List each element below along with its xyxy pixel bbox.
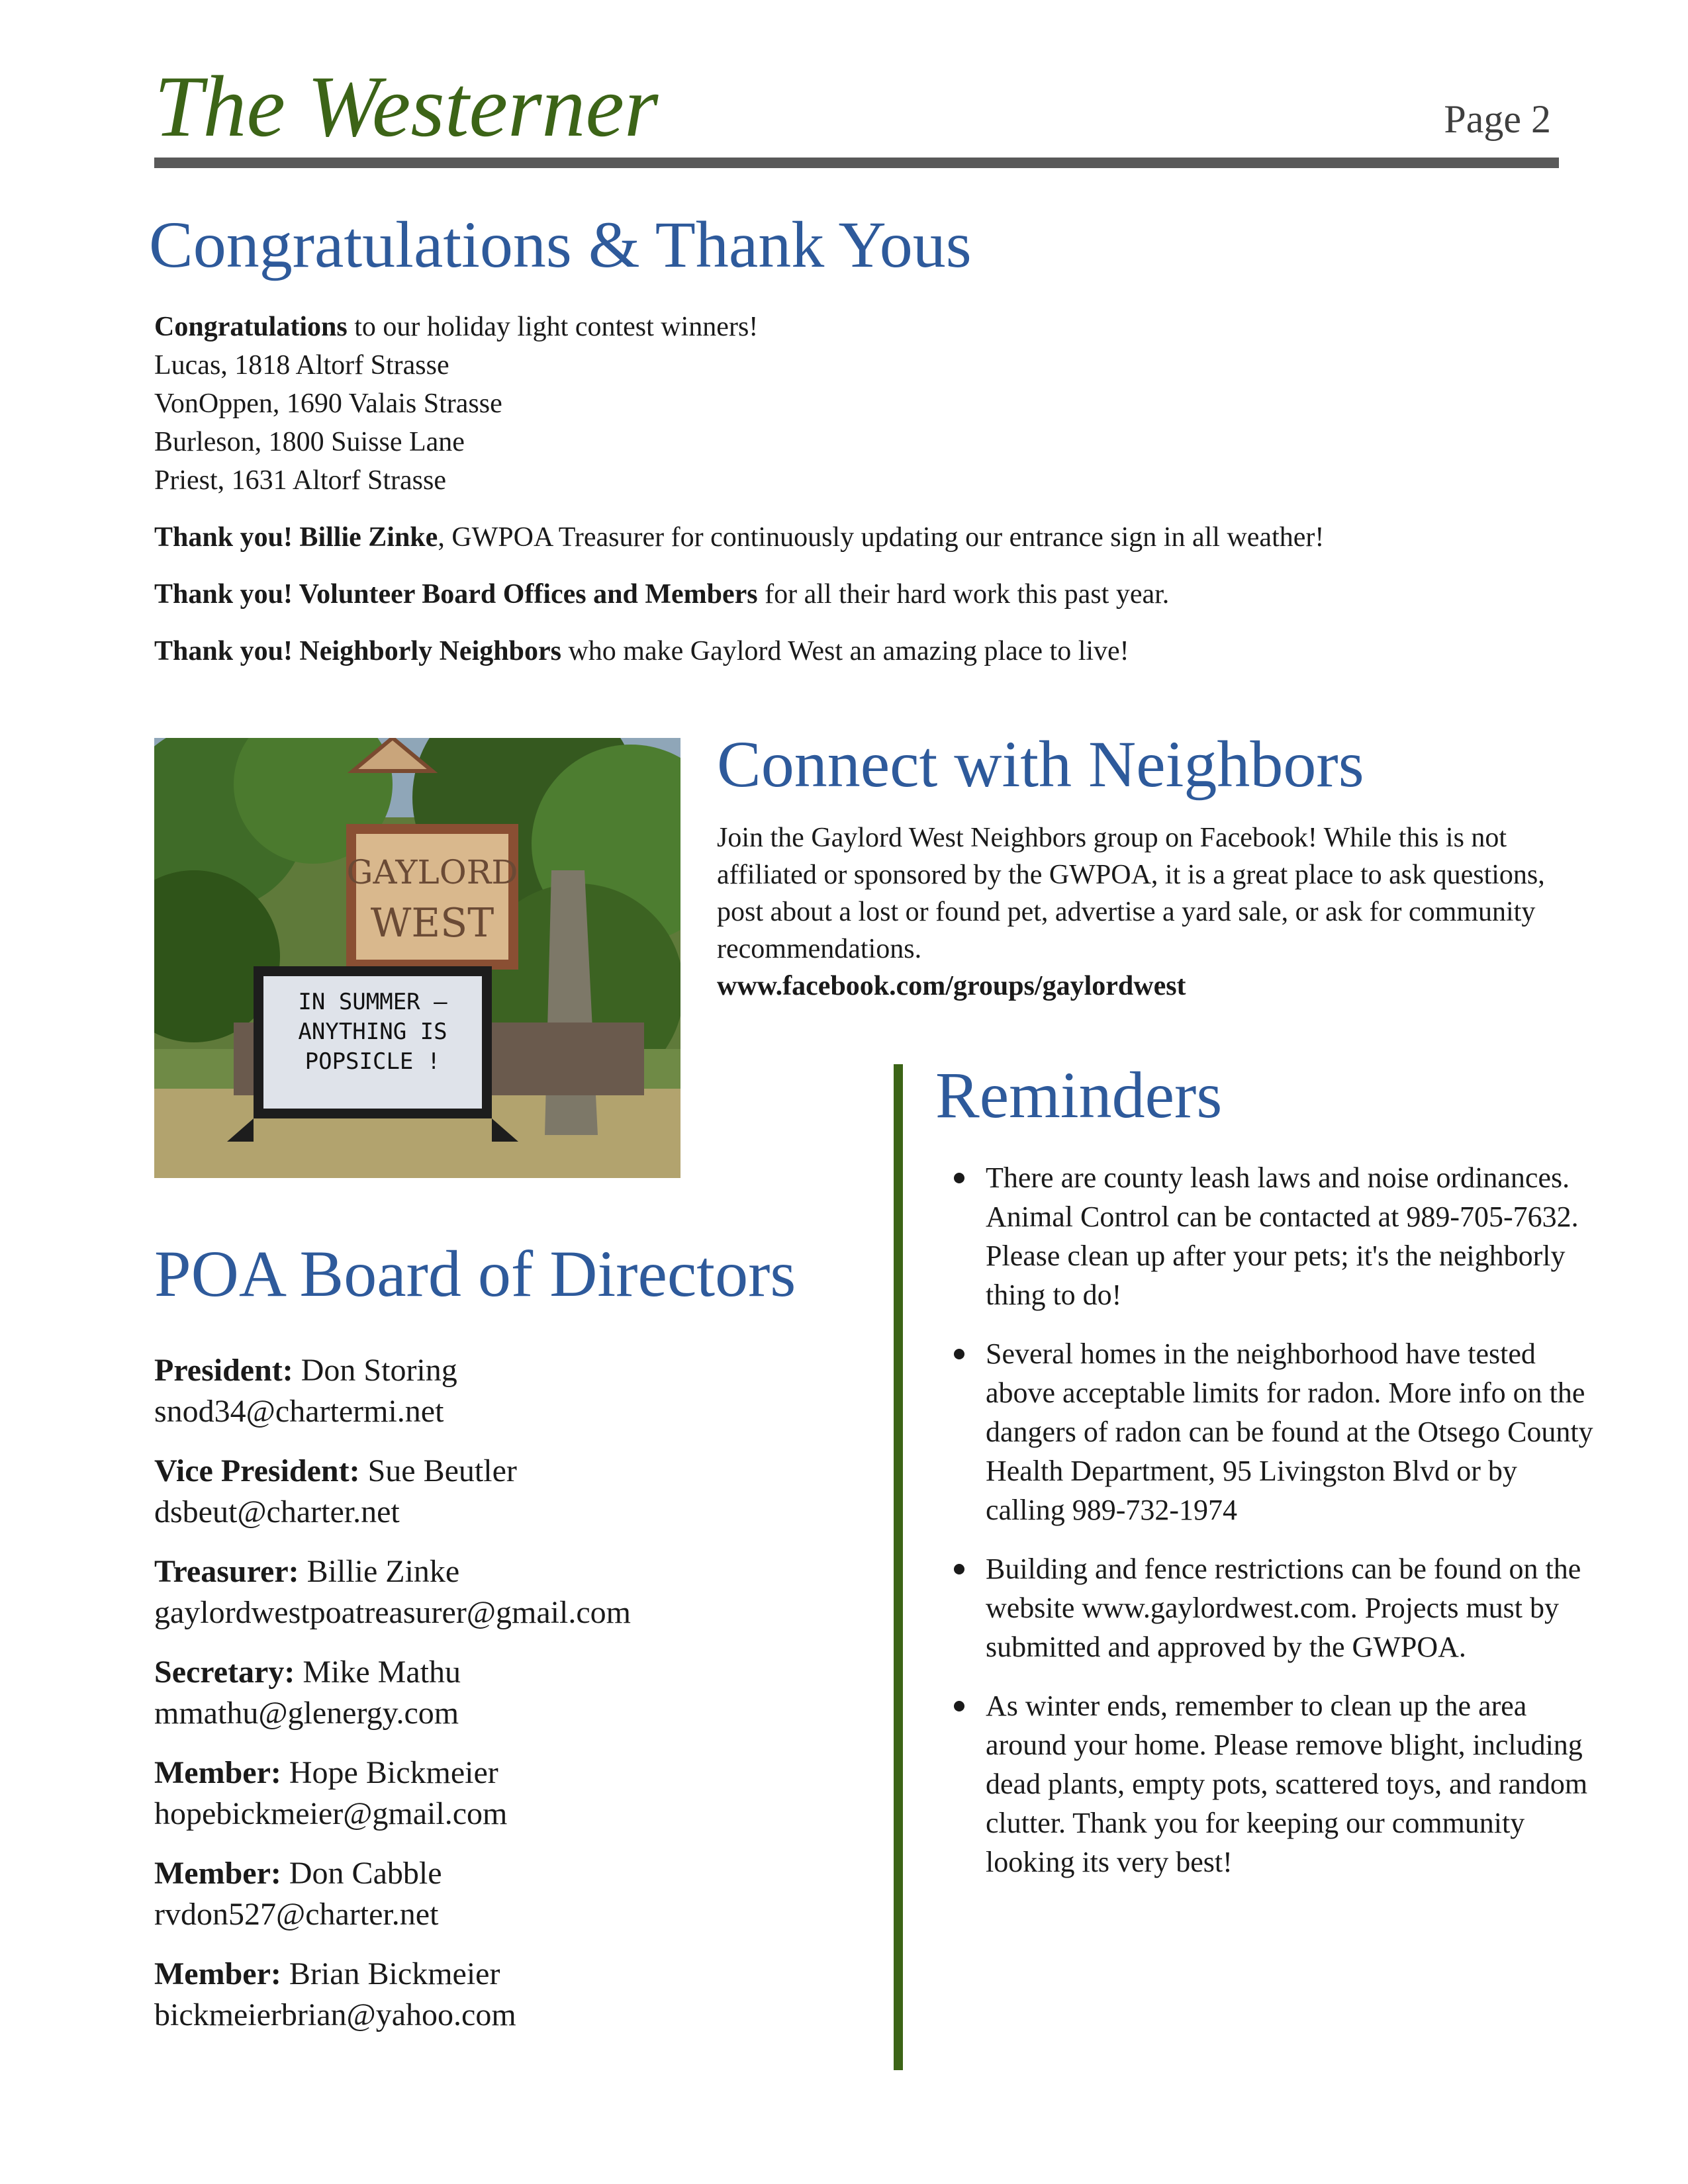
thank-you-text: , GWPOA Treasurer for continuously updating our entrance sign in all weather! <box>438 522 1325 553</box>
connect-body <box>717 819 1577 1005</box>
board-member <box>154 1752 869 1835</box>
member-name: Don Cabble <box>281 1856 442 1891</box>
sign-line-1: GAYLORD <box>346 853 518 891</box>
winner-item: VonOppen, 1690 Valais Strasse <box>154 388 502 419</box>
member-name: Hope Bickmeier <box>281 1755 498 1790</box>
reminder-text: Building and fence restrictions can be found on the website www.gaylordwest.com. Projects must by submitted and approved by the GWPOA. <box>986 1553 1581 1663</box>
thank-you-bold: Thank you! Volunteer Board Offices and Members <box>154 579 758 610</box>
column-divider <box>894 1064 903 2070</box>
reminder-text: As winter ends, remember to clean up the area around your home. Please remove blight, including dead plants, empty pots, scattered toys, and random clutter. Thank you for keeping our community looking its very best! <box>986 1690 1588 1878</box>
member-email[interactable]: gaylordwestpoatreasurer@gmail.com <box>154 1595 631 1630</box>
reminder-item <box>935 1158 1597 1314</box>
newsletter-title: The Westerner <box>154 58 659 155</box>
thank-you-text: who make Gaylord West an amazing place to live! <box>561 636 1129 666</box>
board-list <box>154 1350 869 2054</box>
bullet-icon <box>954 1701 964 1711</box>
member-role: Vice President: <box>154 1453 360 1488</box>
member-role: Member: <box>154 1956 281 1991</box>
member-email[interactable]: mmathu@glenergy.com <box>154 1696 459 1731</box>
member-email[interactable]: snod34@chartermi.net <box>154 1394 444 1429</box>
masthead-rule <box>154 158 1559 168</box>
thank-you-bold: Thank you! Billie Zinke <box>154 522 438 553</box>
board-line-1: IN SUMMER – <box>298 989 447 1015</box>
member-role: Member: <box>154 1755 281 1790</box>
member-email[interactable]: bickmeierbrian@yahoo.com <box>154 1997 516 2032</box>
congrats-intro-text: to our holiday light contest winners! <box>347 312 759 342</box>
member-role: Treasurer: <box>154 1554 299 1589</box>
bullet-icon <box>954 1173 964 1183</box>
board-line-3: POPSICLE ! <box>305 1048 441 1075</box>
facebook-link[interactable]: www.facebook.com/groups/gaylordwest <box>717 971 1186 1001</box>
member-name: Mike Mathu <box>295 1655 461 1690</box>
winner-item: Burleson, 1800 Suisse Lane <box>154 427 465 457</box>
board-member <box>154 1853 869 1935</box>
board-line-2: ANYTHING IS <box>298 1019 447 1045</box>
member-name: Sue Beutler <box>359 1453 517 1488</box>
entrance-sign-photo <box>154 738 680 1178</box>
reminder-item <box>935 1334 1597 1529</box>
member-role: Member: <box>154 1856 281 1891</box>
board-member <box>154 1350 869 1432</box>
thank-you-line <box>154 518 1558 557</box>
board-heading: POA Board of Directors <box>154 1237 796 1310</box>
thank-you-line <box>154 632 1558 670</box>
page-number: Page 2 <box>1444 97 1551 141</box>
member-name: Billie Zinke <box>299 1554 460 1589</box>
board-member <box>154 1652 869 1734</box>
congrats-intro <box>154 308 1558 346</box>
member-role: Secretary: <box>154 1655 295 1690</box>
bullet-icon <box>954 1564 964 1574</box>
board-member <box>154 1954 869 2036</box>
board-member <box>154 1551 869 1633</box>
member-email[interactable]: hopebickmeier@gmail.com <box>154 1796 508 1831</box>
congrats-section <box>154 308 1558 670</box>
sign-line-2: WEST <box>370 900 494 946</box>
member-name: Don Storing <box>293 1353 457 1388</box>
congrats-intro-bold: Congratulations <box>154 312 348 342</box>
winner-item: Priest, 1631 Altorf Strasse <box>154 465 446 496</box>
board-member <box>154 1451 869 1533</box>
member-email[interactable]: dsbeut@charter.net <box>154 1494 400 1529</box>
bullet-icon <box>954 1349 964 1359</box>
reminder-item <box>935 1686 1597 1882</box>
reminder-text: There are county leash laws and noise ordinances. Animal Control can be contacted at 989-705-7632. Please clean up after your pets; it's the neighborly thing to do! <box>986 1161 1579 1311</box>
reminder-item <box>935 1549 1597 1666</box>
reminders-heading: Reminders <box>935 1058 1223 1132</box>
thank-you-text: for all their hard work this past year. <box>757 579 1170 610</box>
connect-heading: Connect with Neighbors <box>717 727 1364 801</box>
thank-you-bold: Thank you! Neighborly Neighbors <box>154 636 561 666</box>
connect-text: Join the Gaylord West Neighbors group on Facebook! While this is not affiliated or sponsored by the GWPOA, it is a great place to ask questions, post about a lost or found pet, advertise a yard sale, or ask for community recommendations. <box>717 823 1545 964</box>
reminder-text: Several homes in the neighborhood have tested above acceptable limits for radon. More info on the dangers of radon can be found at the Otsego County Health Department, 95 Livingston Blvd or by calling 989-732-1974 <box>986 1338 1593 1526</box>
thank-you-line <box>154 575 1558 614</box>
member-role: President: <box>154 1353 293 1388</box>
reminders-list <box>935 1158 1597 1901</box>
member-email[interactable]: rvdon527@charter.net <box>154 1897 439 1932</box>
member-name: Brian Bickmeier <box>281 1956 500 1991</box>
congrats-heading: Congratulations & Thank Yous <box>149 208 972 281</box>
winner-item: Lucas, 1818 Altorf Strasse <box>154 350 449 381</box>
